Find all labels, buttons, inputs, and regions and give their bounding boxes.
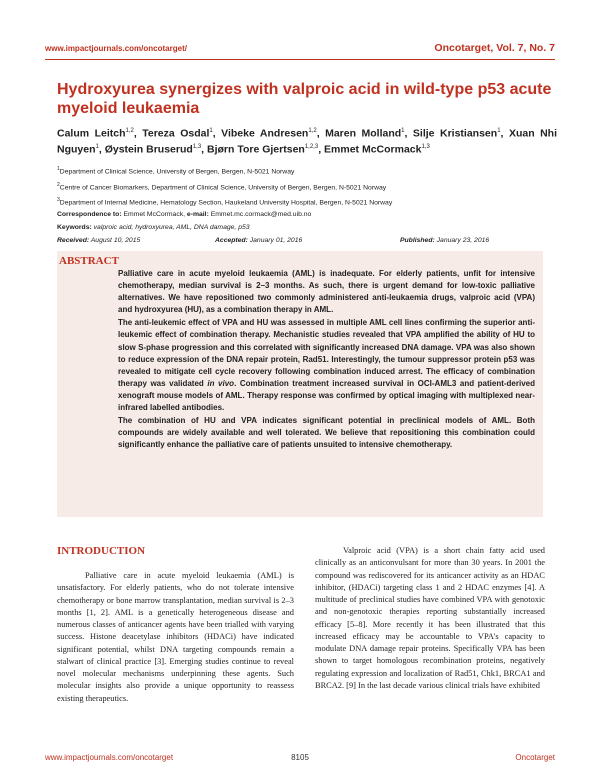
author-affiliation-mark: 1,2	[308, 128, 317, 134]
author-affiliation-mark: 1,2,3	[304, 143, 319, 150]
accepted-label: Accepted:	[215, 237, 248, 244]
author-name: Emmet McCormack	[324, 143, 422, 155]
introduction-heading: INTRODUCTION	[57, 545, 146, 557]
keywords-value: valproic acid, hydroxyurea, AML, DNA damage, p53	[93, 224, 250, 231]
affiliation	[57, 197, 557, 206]
email-label: e-mail:	[186, 211, 209, 218]
abstract-body	[118, 268, 535, 452]
introduction-left-column: Palliative care in acute myeloid leukaemia (AML) is unsatisfactory. For elderly patients, who do not tolerate intensive chemotherapy or bone marrow transplantation, median survival is 2–3 months [1, 2]. AML is a genetically heterogeneous disease and numerous classes of anticancer agents have been trialled with varying success. Histone deacetylase inhibitors (HDACi) have indicated significant potential, whilst DNA targeting compounds remain a stalwart of clinical practice [3]. Emerging studies continue to reveal novel molecular mechanisms underpinning these agents. Such molecular insights also provide a unique opportunity to reassess existing therapeutics.	[57, 571, 294, 703]
affiliation-text: Department of Clinical Science, University of Bergen, Bergen, N-5021 Norway	[59, 168, 295, 176]
author-name: Øystein Bruserud	[104, 143, 193, 155]
page-number: 8105	[291, 753, 309, 762]
dates-line	[57, 237, 557, 247]
author-name: Calum Leitch	[57, 127, 126, 140]
received-date	[57, 237, 140, 244]
affiliation-number: 3	[57, 197, 60, 203]
running-header	[45, 44, 555, 58]
footer-url-link[interactable]: www.impactjournals.com/oncotarget	[45, 753, 174, 762]
abstract-text-run: . Combination treatment increased survival in OCI-AML3 and patient-derived xenograft mouse models of AML. Therapy response was confirmed by optical imaging with multiplexed near-infrared labelled antibodies.	[118, 378, 536, 413]
footer-journal: Oncotarget	[515, 753, 555, 762]
abstract-paragraph	[118, 317, 535, 414]
affiliation	[57, 182, 557, 191]
published-value: January 23, 2016	[436, 237, 490, 244]
author-affiliation-mark: 1	[401, 128, 405, 134]
author-affiliation-mark: 1,2	[125, 128, 134, 134]
abstract-text-run: The anti-leukemic effect of VPA and HU was assessed in multiple AML cell lines confirming the superior anti-leukemic effect of combination therapy. Mechanistic studies revealed that VPA amplified the ability of HU to slow S-phase progression and this correlated with significantly increased DNA damage. VPA was also shown to reduce expression of the DNA repair protein, Rad51. Interestingly, the tumour suppressor protein p53 was revealed to mitigate cell cycle recovery following combination induced arrest. The efficacy of combination therapy was validated	[118, 318, 535, 388]
author-name: Xuan Nhi Nguyen	[57, 127, 558, 155]
affiliation-number: 1	[57, 166, 60, 172]
author-name: Maren Molland	[325, 127, 402, 140]
author-list: Calum Leitch$^{1,2}$, Tereza Osdal$^1$, Vibeke Andresen$^{1,2}$, Maren Molland$^1$, Silje Kristiansen$^1$, Xuan Nhi Nguyen$^1$, Øystein Bruserud$^{1,3}$, Bjørn Tore Gjertsen$^{1,2,3}$, Emmet McCormack$^{1,3}$	[57, 127, 558, 155]
accepted-value: January 01, 2016	[249, 237, 303, 244]
received-label: Received:	[57, 237, 90, 244]
author-name: Tereza Osdal	[142, 127, 210, 140]
author-affiliation-mark: 1	[497, 128, 501, 134]
correspondence-label: Correspondence to:	[57, 211, 122, 218]
received-value: August 10, 2015	[90, 237, 141, 244]
affiliation-text: Centre of Cancer Biomarkers, Department of Clinical Science, University of Bergen, Bergen, N-5021 Norway	[59, 184, 387, 192]
keywords-label: Keywords:	[57, 224, 92, 231]
author-affiliation-mark: 1,3	[192, 143, 202, 150]
running-footer	[45, 753, 555, 765]
correspondence-email-link[interactable]: Emmet.mc.cormack@med.uib.no	[210, 211, 312, 218]
correspondence-name: Emmet McCormack,	[123, 211, 186, 218]
published-date	[400, 237, 489, 244]
abstract-paragraph: The combination of HU and VPA indicates significant potential in preclinical models of AML. Both compounds are widely available and well tolerated. We believe that repositioning this combination could significantly enhance the palliative care of patients unsuited to intensive chemotherapy.	[118, 416, 535, 450]
affiliation	[57, 166, 557, 175]
affiliation-text: Department of Internal Medicine, Hematology Section, Haukeland University Hospital, Bergen, N-5021 Norway	[59, 199, 393, 207]
author-affiliation-mark: 1,3	[421, 143, 430, 150]
author-name: Silje Kristiansen	[412, 127, 498, 140]
abstract-italic-run: in vivo	[207, 378, 235, 388]
keywords-line	[57, 224, 557, 231]
correspondence-line	[57, 211, 557, 218]
author-affiliation-mark: 1	[209, 128, 213, 134]
author-affiliation-mark: 1	[95, 143, 99, 150]
article-title: Hydroxyurea synergizes with valproic acid in wild-type p53 acute myeloid leukaemia	[57, 81, 552, 117]
accepted-date	[215, 237, 302, 244]
affiliation-number: 2	[57, 182, 60, 188]
introduction-right-column: Valproic acid (VPA) is a short chain fatty acid used clinically as an anticonvulsant for more than 30 years. In 2001 the compound was rediscovered for its anticancer activity as an HDAC inhibitor, (HDACi) targeting class 1 and 2 HDAC enzymes [4]. A multitude of preclinical studies have combined VPA with genotoxic and non-genotoxic therapies reporting substantially increased efficacy [5–8]. More recently it has been illustrated that this increased efficacy may be accountable to VPA's capacity to modulate DNA damage repair proteins. Specifically VPA has been shown to target homologous recombination proteins, negatively regulating expression and localization of Rad51, Chk1, BRCA1 and BRCA2. [9] In the last decade various clinical trials have exhibited	[315, 546, 545, 690]
author-name: Bjørn Tore Gjertsen	[207, 143, 305, 155]
header-divider	[45, 59, 555, 60]
abstract-heading: ABSTRACT	[59, 255, 119, 267]
author-name: Vibeke Andresen	[221, 127, 309, 140]
abstract-paragraph: Palliative care in acute myeloid leukaemia (AML) is inadequate. For elderly patients, unfit for intensive chemotherapy, median survival is 2–3 months. As such, there is urgent demand for low-toxic palliative alternatives. We have repositioned two commonly administered anti-leukaemia drugs, valproic acid (VPA) and hydroxyurea (HU), as a combination therapy in AML.	[118, 269, 535, 315]
header-journal: Oncotarget, Vol. 7, No. 7	[434, 42, 555, 54]
published-label: Published:	[400, 237, 435, 244]
header-url-link[interactable]: www.impactjournals.com/oncotarget/	[45, 44, 187, 53]
